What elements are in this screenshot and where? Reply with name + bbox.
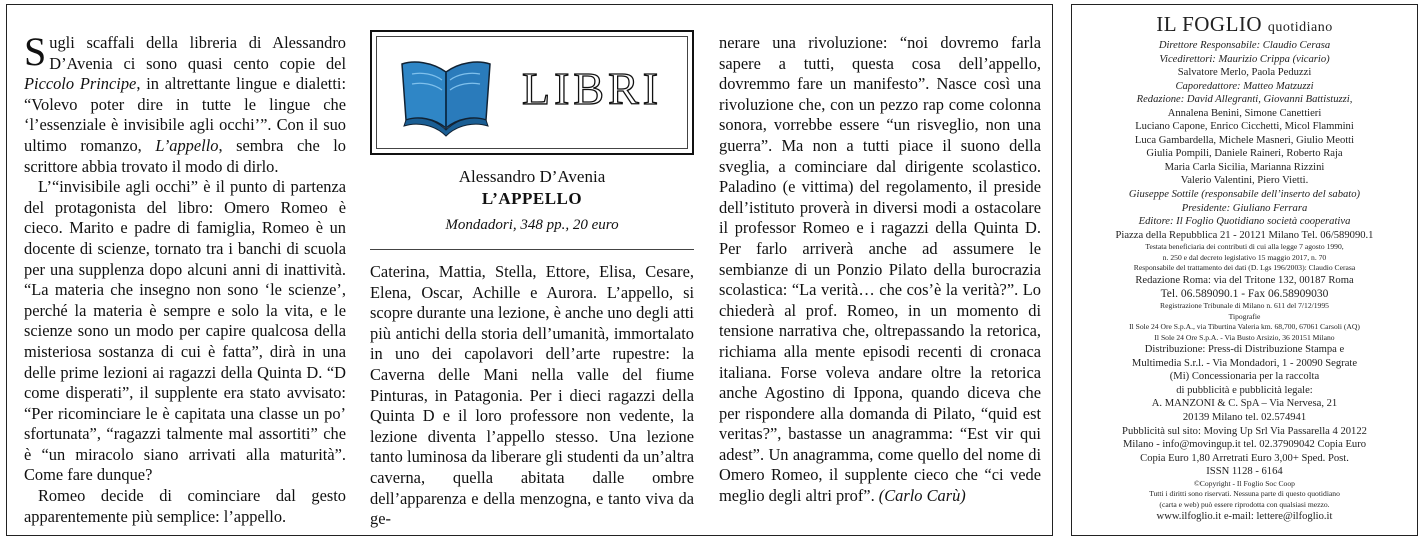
masthead-line: Redazione Roma: via del Tritone 132, 00187 Roma	[1135, 274, 1354, 286]
masthead-lines	[1072, 39, 1417, 524]
masthead-line: Luca Gambardella, Michele Masneri, Giulio Meotti	[1134, 134, 1355, 146]
masthead	[1072, 13, 1417, 524]
masthead-box	[1071, 4, 1418, 536]
masthead-line: Maria Carla Sicilia, Marianna Rizzini	[1164, 161, 1325, 173]
libri-section-box	[370, 30, 694, 155]
masthead-line: Salvatore Merlo, Paola Peduzzi	[1177, 67, 1312, 79]
paragraph-5: nerare una rivoluzione: “noi dovremo farla sapere a tutti, questa cosa dell’appello, dovremmo fare un manifesto”. Nasce così una rivoluzione che, con un pezzo rap come colonna sonora, vorrebbe essere “un risveglio, non una guerra”. Ma non a tutti piace il suono della sveglia, a cominciare dal dirigente scolastico. Paladino (e vittima) del regolamento, il preside dell’istituto proverà in diversi modi a ostacolare il professor Romeo e i ragazzi della Quinta D. Per farlo arriverà anche ad assumere le sembianze di un Ponzio Pilato della burocrazia scolastica: “La verità… che cos’è la verità?”. Lo chiederà al prof. Romeo, in un momento di tensione narrativa che, oltrepassando la retorica, richiama alla mente episodi recenti di cronaca italiana. Forse voleva andare oltre la retorica anche Agostino di Ippona, quando diceva che per rispondere alla domanda di Pilato, “quid est veritas?”, bastasse un anagramma: “Est vir qui adest”. Un anagramma, come quello del nome di Omero Romeo, il supplente cieco che “ci vede meglio degli altri prof”. (Carlo Carù)	[719, 33, 1041, 506]
masthead-line: Il Sole 24 Ore S.p.A., via Tiburtina Valeria km. 68,700, 67061 Carsoli (AQ)	[1129, 322, 1360, 332]
masthead-line: A. MANZONI & C. SpA – Via Nervesa, 21	[1151, 398, 1338, 410]
masthead-line: Editore: Il Foglio Quotidiano società cooperativa	[1138, 216, 1351, 228]
masthead-line: Luciano Capone, Enrico Cicchetti, Micol Flammini	[1135, 121, 1354, 133]
paragraph-3: Romeo decide di cominciare dal gesto apparentemente più semplice: l’appello.	[24, 486, 346, 526]
masthead-line: Caporedattore: Matteo Matzuzzi	[1175, 80, 1314, 92]
libri-heading: LIBRI	[522, 63, 663, 114]
masthead-line: Annalena Benini, Simone Canettieri	[1167, 107, 1322, 119]
masthead-line: di pubblicità e pubblicità legale:	[1176, 384, 1313, 396]
masthead-line: Presidente: Giuliano Ferrara	[1181, 202, 1308, 214]
masthead-line: 20139 Milano tel. 02.574941	[1182, 411, 1307, 423]
masthead-line[interactable]: www.ilfoglio.it e-mail: lettere@ilfoglio.it	[1156, 511, 1333, 523]
book-title-appello: L’appello	[155, 135, 219, 155]
masthead-line: Il Sole 24 Ore S.p.A. - Via Busto Arsizio, 36 20151 Milano	[1154, 332, 1335, 342]
book-title-piccolo-principe: Piccolo Principe	[24, 74, 137, 94]
masthead-line: Valerio Valentini, Piero Vietti.	[1180, 175, 1309, 187]
masthead-subtitle: quotidiano	[1267, 20, 1333, 35]
masthead-title: IL FOGLIO	[1156, 12, 1263, 36]
paragraph-1: Sugli scaffali della libreria di Alessandro D’Avenia ci sono quasi cento copie del Piccolo Principe, in altrettante lingue e dialetti: “Volevo poter dire in tutte le lingue che ‘l’essenziale è invisibile agli occhi’”. Con il suo ultimo romanzo, L’appello, sembra che lo scrittore abbia trovato il modo di dirlo.	[24, 29, 347, 176]
masthead-line: (carta e web) può essere riprodotta con qualsiasi mezzo.	[1159, 499, 1330, 509]
masthead-line: Distribuzione: Press-di Distribuzione Stampa e	[1144, 344, 1345, 356]
review-header	[370, 166, 694, 237]
masthead-line: Piazza della Repubblica 21 - 20121 Milano Tel. 06/589090.1	[1115, 229, 1374, 241]
review-author: Alessandro D’Avenia	[458, 167, 606, 186]
masthead-line: ISSN 1128 - 6164	[1206, 466, 1283, 478]
paragraph-4: Caterina, Mattia, Stella, Ettore, Elisa, Cesare, Elena, Oscar, Achille e Aurora. L’appello, si scopre durante una lezione, è anche uno degli atti più antichi della storia dell’umanità, immortalato in uno dei capolavori dell’arte rupestre: la Caverna delle Mani nella valle del fiume Pinturas, in Patagonia. Per i dieci ragazzi della Quinta D e il loro professore non vedente, la lezione diventa l’appello stesso. Una lezione tanto luminosa da liberare gli studenti da un’altra caverna, quella abitata dalle ombre dell’apparenza e della menzogna, e tanto viva da ge-	[370, 262, 694, 529]
article-column-2	[370, 262, 694, 530]
article-column-1	[24, 29, 347, 527]
masthead-line: Vicedirettori: Maurizio Crippa (vicario)	[1159, 53, 1330, 65]
masthead-line: n. 250 e dal decreto legislativo 15 maggio 2017, n. 70	[1162, 252, 1327, 262]
masthead-line: Milano - info@movingup.it tel. 02.37909042 Copia Euro	[1122, 439, 1367, 451]
masthead-line: Tel. 06.589090.1 - Fax 06.58909030	[1160, 288, 1329, 301]
masthead-line: Testata beneficiaria dei contributi di cui alla legge 7 agosto 1990,	[1145, 242, 1344, 252]
masthead-line: Tipografie	[1228, 311, 1261, 321]
masthead-line: Multimedia S.r.l. - Via Mondadori, 1 - 20090 Segrate	[1131, 357, 1358, 369]
masthead-line: Tutti i diritti sono riservati. Nessuna parte di questo quotidiano	[1149, 489, 1340, 499]
paragraph-2: L’“invisibile agli occhi” è il punto di partenza del protagonista del libro: Omero Romeo è cieco. Marito e padre di famiglia, Romeo è un docente di scienze, tornato tra i banchi di scuola per una supplenza dopo alcuni anni di inattività. “La materia che insegno non sono ‘le scienze’, perché la materia è sempre e solo la vita, e le scienze sono un modo per capire qualcosa della misteriosa sostanza di cui è fatta”, dirà in una delle prime lezioni ai ragazzi della Quinta D. “D come disperati”, il supplente era stato avvisato: “Per ricominciare le è capitata una classe un po’ sfortunata”, “ragazzi talmente mal assortiti” che è “un miracolo siano arrivati alla maturità”. Come fare dunque?	[24, 177, 346, 485]
masthead-line: Direttore Responsabile: Claudio Cerasa	[1158, 40, 1331, 51]
masthead-line: Registrazione Tribunale di Milano n. 611 del 7/12/1995	[1160, 301, 1329, 311]
signature: (Carlo Carù)	[878, 486, 966, 506]
article-column-3	[719, 33, 1041, 507]
review-publisher: Mondadori, 348 pp., 20 euro	[445, 217, 619, 233]
drop-cap: S	[24, 29, 47, 74]
review-title: L’APPELLO	[481, 189, 583, 208]
open-book-icon	[396, 50, 496, 140]
masthead-line: Pubblicità sul sito: Moving Up Srl Via Passarella 4 20122	[1122, 425, 1367, 437]
masthead-line: (Mi) Concessionaria per la raccolta	[1169, 371, 1320, 383]
masthead-line: Responsabile del trattamento dei dati (D. Lgs 196/2003): Claudio Cerasa	[1133, 263, 1356, 273]
masthead-line: ©Copyright - Il Foglio Soc Coop	[1194, 478, 1295, 488]
masthead-line: Copia Euro 1,80 Arretrati Euro 3,00+ Sped. Post.	[1140, 452, 1349, 464]
masthead-line: Giuseppe Sottile (responsabile dell’inserto del sabato)	[1128, 189, 1361, 201]
divider	[370, 249, 694, 250]
masthead-line: Redazione: David Allegranti, Giovanni Battistuzzi,	[1136, 94, 1353, 106]
masthead-line: Giulia Pompili, Daniele Raineri, Roberto Raja	[1146, 148, 1343, 160]
